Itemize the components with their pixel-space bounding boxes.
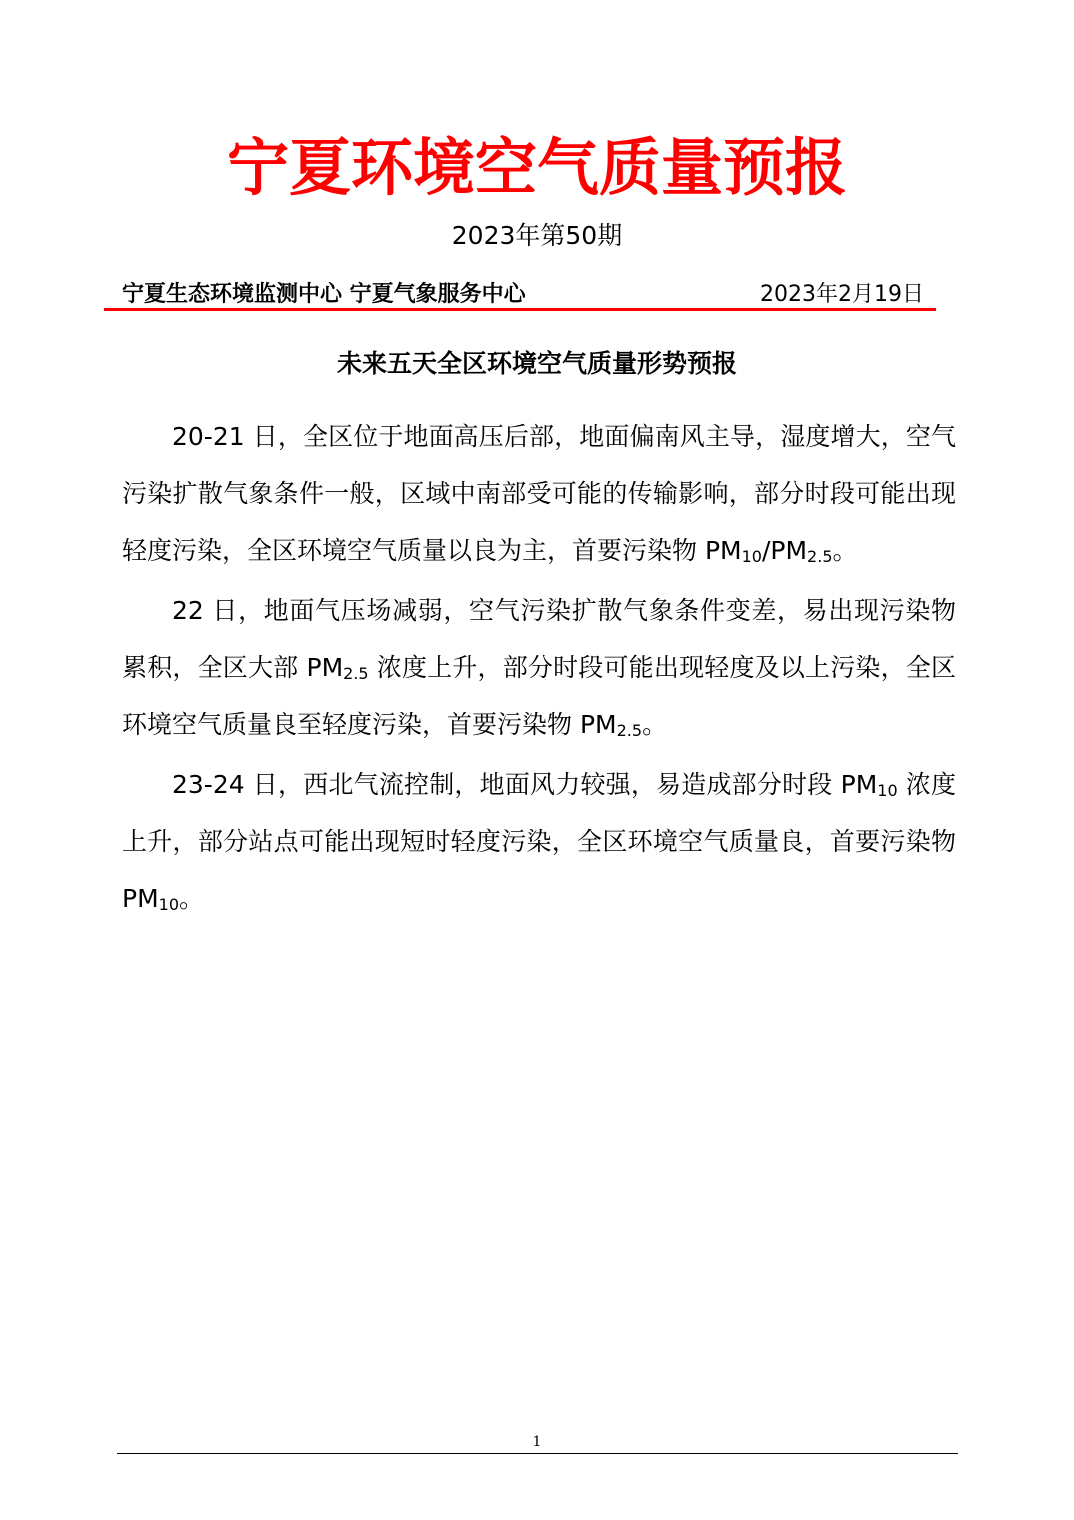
subscript: 10 xyxy=(158,895,180,914)
issue-date: 2023年2月19日 xyxy=(760,282,924,307)
paragraph-text: 。 xyxy=(179,884,205,913)
document-title: 宁夏环境空气质量预报 xyxy=(226,131,847,204)
paragraph-text: 。 xyxy=(832,536,858,565)
paragraph-text: /PM xyxy=(761,536,808,565)
issuing-organizations: 宁夏生态环境监测中心 宁夏气象服务中心 xyxy=(122,282,526,307)
subscript: 10 xyxy=(741,547,762,566)
subscript: 2.5 xyxy=(807,547,833,566)
subscript: 10 xyxy=(877,781,898,800)
subscript: 2.5 xyxy=(343,664,369,683)
issue-number: 2023年第50期 xyxy=(451,221,623,250)
page-number: 1 xyxy=(532,1434,542,1450)
paragraph-text: 22 日，地面气压场减弱，空气污染扩散气象条件变差，易出现污染物累积，全区大部 PM xyxy=(122,596,956,682)
section-title: 未来五天全区环境空气质量形势预报 xyxy=(336,349,737,378)
paragraph-text: 。 xyxy=(642,710,668,739)
forecast-body xyxy=(122,408,956,927)
subscript: 2.5 xyxy=(616,721,643,740)
red-header-rule xyxy=(104,308,936,311)
forecast-paragraph-23-24 xyxy=(122,756,956,927)
paragraph-text: 浓度上升，部分站点可能出现短时轻度污染，全区环境空气质量良，首要污染物 PM xyxy=(122,770,956,913)
paragraph-text: 23-24 日，西北气流控制，地面风力较强，易造成部分时段 PM xyxy=(172,770,878,799)
paragraph-text: 浓度上升，部分时段可能出现轻度及以上污染，全区环境空气质量良至轻度污染，首要污染物 PM xyxy=(122,653,957,739)
forecast-paragraph-20-21 xyxy=(122,408,956,579)
paragraph-text: 20-21 日，全区位于地面高压后部，地面偏南风主导，湿度增大，空气污染扩散气象条件一般，区域中南部受可能的传输影响，部分时段可能出现轻度污染，全区环境空气质量以良为主，首要污染物 PM xyxy=(122,422,956,565)
forecast-paragraph-22 xyxy=(122,582,956,753)
footer-rule xyxy=(117,1453,958,1454)
